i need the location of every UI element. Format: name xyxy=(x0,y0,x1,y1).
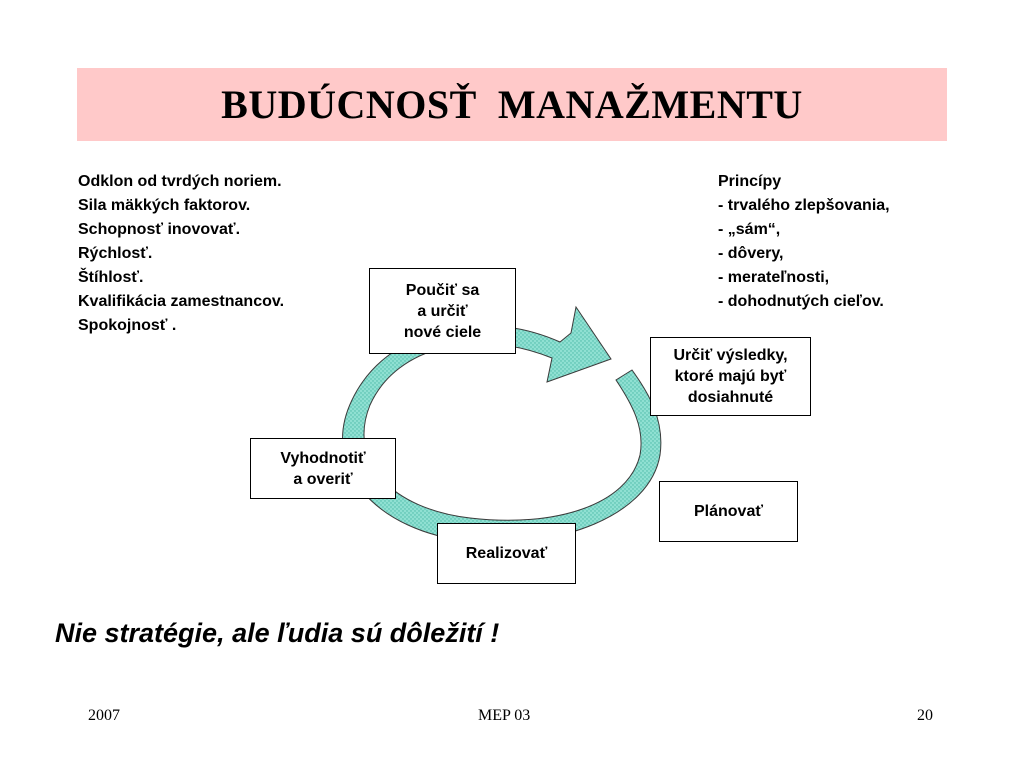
learn-box-line: a určiť xyxy=(417,302,468,320)
realize-box-line: Realizovať xyxy=(465,545,548,562)
plan-box xyxy=(659,481,798,542)
define-box-line: Určiť výsledky, xyxy=(673,347,788,364)
principles-item: - dohodnutých cieľov. xyxy=(718,293,884,310)
footer-code: MEP 03 xyxy=(478,707,531,724)
left-list-item: Rýchlosť. xyxy=(78,245,153,262)
principles-item: - trvalého zlepšovania, xyxy=(718,197,890,214)
left-list-item: Kvalifikácia zamestnancov. xyxy=(78,293,285,310)
slogan: Nie stratégie, ale ľudia sú dôležití ! xyxy=(55,618,500,648)
evaluate-box xyxy=(250,438,396,499)
left-list-item: Štíhlosť. xyxy=(78,269,144,286)
left-list-item: Odklon od tvrdých noriem. xyxy=(78,173,282,190)
evaluate-box-line: a overiť xyxy=(293,470,353,488)
footer-year: 2007 xyxy=(88,707,120,724)
slide-title: BUDÚCNOSŤ MANAŽMENTU xyxy=(221,82,803,127)
learn-box-line: nové ciele xyxy=(403,323,482,341)
left-list-item: Spokojnosť . xyxy=(78,317,177,334)
evaluate-box-line: Vyhodnotiť xyxy=(280,449,366,467)
principles-item: - „sám“, xyxy=(718,221,781,238)
define-box-line: ktoré majú byť xyxy=(674,368,787,385)
learn-box-line: Poučiť sa xyxy=(405,281,480,299)
plan-box-line: Plánovať xyxy=(693,503,764,520)
define-box-line: dosiahnuté xyxy=(687,389,774,406)
left-list-item: Schopnosť inovovať. xyxy=(78,221,241,238)
principles-item: - merateľnosti, xyxy=(718,269,830,286)
realize-box xyxy=(437,523,576,584)
footer-page-number: 20 xyxy=(917,707,933,724)
principles-item: - dôvery, xyxy=(718,245,784,262)
learn-set-goals-box xyxy=(369,268,516,354)
define-results-box xyxy=(650,337,811,416)
principles-heading: Princípy xyxy=(718,173,782,190)
left-list-item: Sila mäkkých faktorov. xyxy=(78,197,251,214)
